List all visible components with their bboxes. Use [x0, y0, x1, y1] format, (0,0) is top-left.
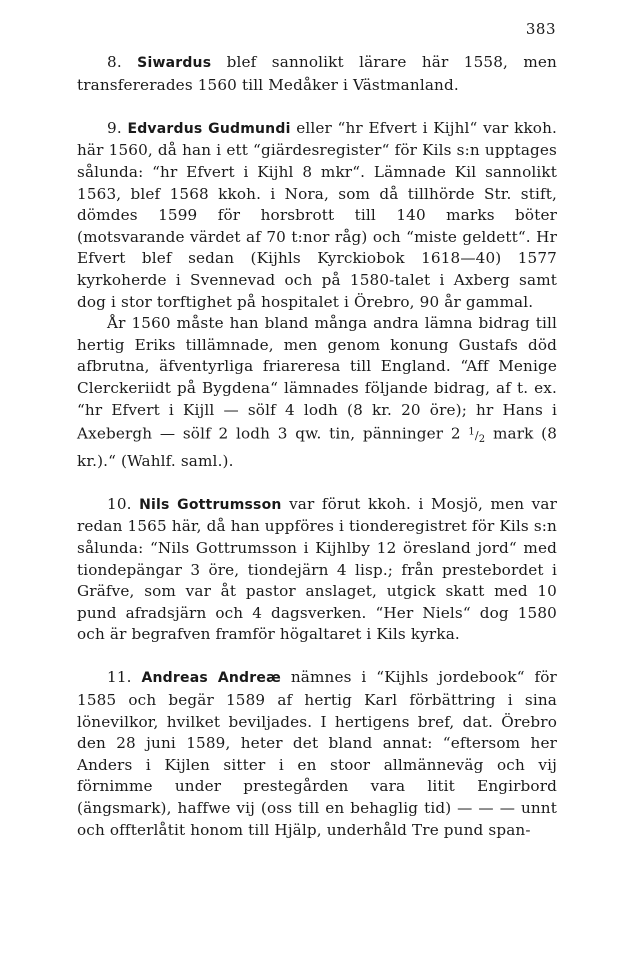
entry-name: Edvardus Gudmundi — [127, 120, 291, 137]
entry-8 — [77, 52, 557, 96]
page-body — [77, 52, 557, 841]
entry-number: 10. — [107, 494, 132, 513]
page-number: 383 — [525, 20, 556, 38]
entry-text: blef sannolikt lärare här 1558, men transfererades 1560 till Medåker i Västmanland. — [77, 53, 557, 94]
entry-number: 8. — [107, 53, 122, 71]
entry-text: var förut kkoh. i Mosjö, men var redan 1565 här, då han uppföres i tionderegistret för Kils s:n sålunda: “Nils Gottrumsson i Kijhlby 12 öresland jord“ med tiondepängar 3 öre, tiondejärn 4 lisp.; från prestebordet i Gräfve, som var åt pastor anslaget, utgick skatt med 10 pund afradsjärn och 4 dagsverken. “Her Niels“ dog 1580 och är begrafven framför högaltaret i Kils kyrka. — [77, 494, 557, 644]
entry-9-continuation — [77, 313, 557, 472]
fraction-half: 1/2 — [468, 426, 486, 445]
entry-number: 9. — [107, 118, 122, 137]
entry-11 — [77, 667, 557, 841]
entry-text: nämnes i “Kijhls jordebook“ för 1585 och begär 1589 af hertig Karl förbättring i sina lönevilkor, hvilket beviljades. I hertigens bref, dat. Örebro den 28 juni 1589, heter det bland annat: “eftersom her Anders i Kijlen sitter i en stoor allmänneväg och vij förnimme under prestegården vara litit Engirbord (ängsmark), haffwe vij (oss till en behaglig tid) — — — unnt och offterlåtit honom till Hjälp, underhåld Tre pund span- — [77, 668, 557, 839]
entry-text: eller “hr Efvert i Kijhl“ var kkoh. här 1560, då han i ett “giärdesregister“ för Kils s:n upptages sålunda: “hr Efvert i Kijhl 8 mkr“. Lämnade Kil sannolikt 1563, blef 1568 kkoh. i Nora, som då tillhörde Str. stift, dömdes 1599 för horsbrott till 140 marks böter (motsvarande värdet af 70 t:nor råg) och “miste geldett“. Hr Efvert blef sedan (Kijhls Kyrckiobok 1618—40) 1577 kyrkoherde i Svennevad och på 1580-talet i Axberg samt dog i stor torftighet på hospitalet i Örebro, 90 år gammal. — [77, 118, 557, 311]
entry-name: Nils Gottrumsson — [139, 496, 282, 513]
entry-10 — [77, 494, 557, 646]
entry-name: Siwardus — [137, 55, 212, 71]
entry-name: Andreas Andreæ — [141, 670, 281, 687]
entry-text: År 1560 måste han bland många andra lämna bidrag till hertig Eriks tillämnade, men genom konung Gustafs död afbrutna, äfventyrliga friareresa till England. “Aff Menige Clerckeriidt på Bygdena“ lämnades följande bidrag, af t. ex. “hr Efvert i Kijll — sölf 4 lodh (8 kr. 20 öre); hr Hans i Axebergh — sölf 2 lodh 3 qw. tin, pänninger 2 — [77, 314, 557, 443]
fraction-numerator: 1 — [468, 426, 475, 438]
entry-number: 11. — [107, 668, 132, 687]
fraction-denominator: 2 — [478, 433, 486, 445]
entry-text: mark (8 kr.).“ (Wahlf. saml.). — [77, 424, 558, 470]
entry-9 — [77, 118, 557, 313]
